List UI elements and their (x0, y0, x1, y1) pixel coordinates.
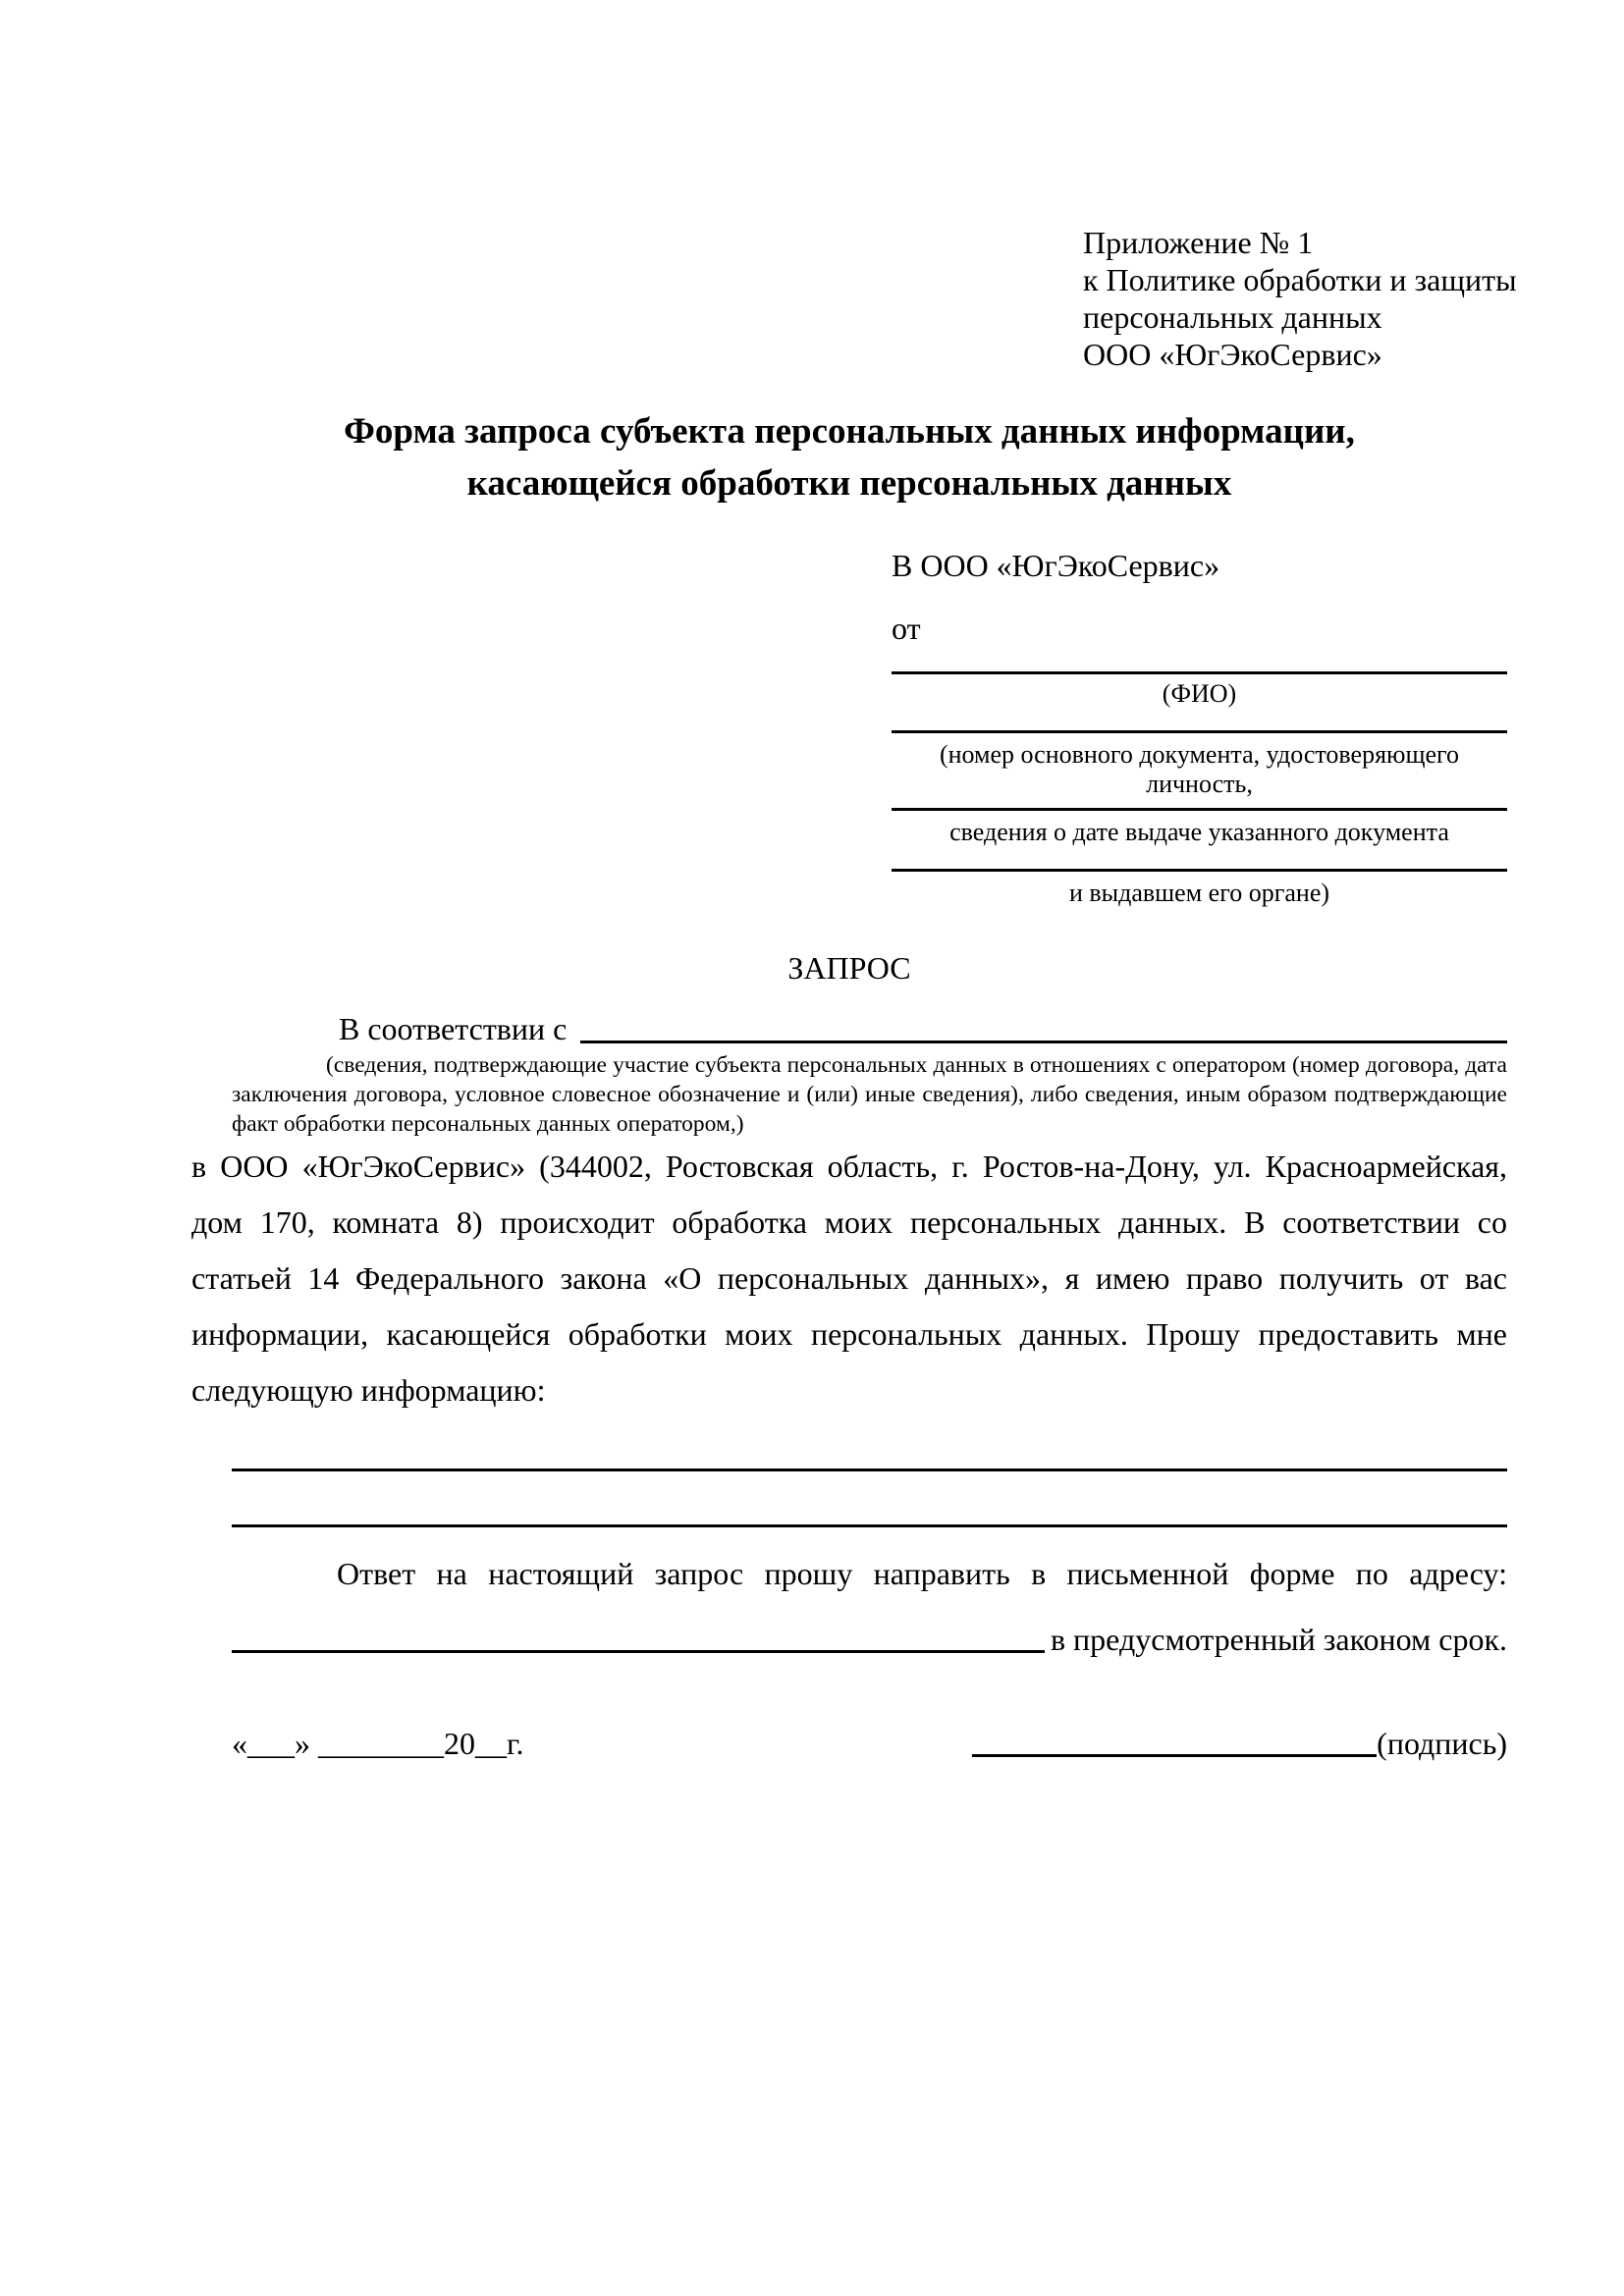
form-title (191, 405, 1507, 509)
addressee-block (892, 548, 1507, 921)
appendix-line: ООО «ЮгЭкоСервис» (1083, 337, 1382, 372)
document-number-fill-line[interactable] (892, 730, 1507, 733)
body-paragraph: в ООО «ЮгЭкоСервис» (344002, Ростовская область, г. Ростов-на-Дону, ул. Красноармейская, дом 170, комната 8) происходит обработка моих персональных данных. В соответствии со статьей 14 Федерального закона «О персональных данных», я имею право получить от вас информации, касающейся обработки моих персональных данных. Прошу предоставить мне следующую информацию: (191, 1148, 1507, 1408)
reply-suffix: в предусмотренный законом срок. (1050, 1622, 1507, 1657)
form-title-line1: Форма запроса субъекта персональных данных информации, (344, 411, 1355, 452)
form-title-line2: касающейся обработки персональных данных (466, 463, 1232, 504)
issue-date-caption: сведения о дате выдаче указанного документа (949, 818, 1449, 846)
issue-date-fill-line[interactable] (892, 808, 1507, 811)
signature-fill-line[interactable] (972, 1754, 1377, 1757)
basis-prefix: В соответствии с (339, 1011, 568, 1046)
date-fill[interactable]: «___» ________20__г. (232, 1726, 524, 1761)
info-fill-line-1[interactable] (232, 1468, 1507, 1471)
signature-part (972, 1726, 1507, 1762)
reply-request-sentence: Ответ на настоящий запрос прошу направить в письменной форме по адресу: (337, 1556, 1507, 1591)
appendix-line: персональных данных (1083, 299, 1382, 335)
request-heading: ЗАПРОС (787, 950, 911, 986)
fio-caption: (ФИО) (1162, 679, 1237, 708)
signature-row (232, 1726, 1507, 1762)
addressee-to: В ООО «ЮгЭкоСервис» (892, 548, 1220, 583)
issuing-authority-fill-line[interactable] (892, 869, 1507, 872)
issuing-authority-caption: и выдавшем его органе) (1068, 879, 1330, 907)
addressee-from-label: от (892, 611, 921, 646)
appendix-line: к Политике обработки и защиты (1083, 262, 1517, 297)
signature-caption: (подпись) (1377, 1726, 1507, 1761)
appendix-note (1083, 224, 1517, 373)
basis-caption: (сведения, подтверждающие участие субъекта персональных данных в отношениях с оператором (номер договора, дата заключения договора, условное словесное обозначение и (или) иные сведения), либо сведения, иным образом подтверждающие факт обработки персональных данных оператором,) (232, 1052, 1507, 1137)
document-number-caption: (номер основного документа, удостоверяющего личность, (939, 740, 1460, 798)
info-fill-line-2[interactable] (232, 1524, 1507, 1527)
basis-row (191, 1011, 1507, 1047)
appendix-line: Приложение № 1 (1083, 225, 1314, 260)
reply-address-row (232, 1622, 1507, 1658)
fio-fill-line[interactable] (892, 671, 1507, 674)
basis-fill-line[interactable] (580, 1041, 1507, 1043)
address-fill-line[interactable] (232, 1650, 1045, 1653)
